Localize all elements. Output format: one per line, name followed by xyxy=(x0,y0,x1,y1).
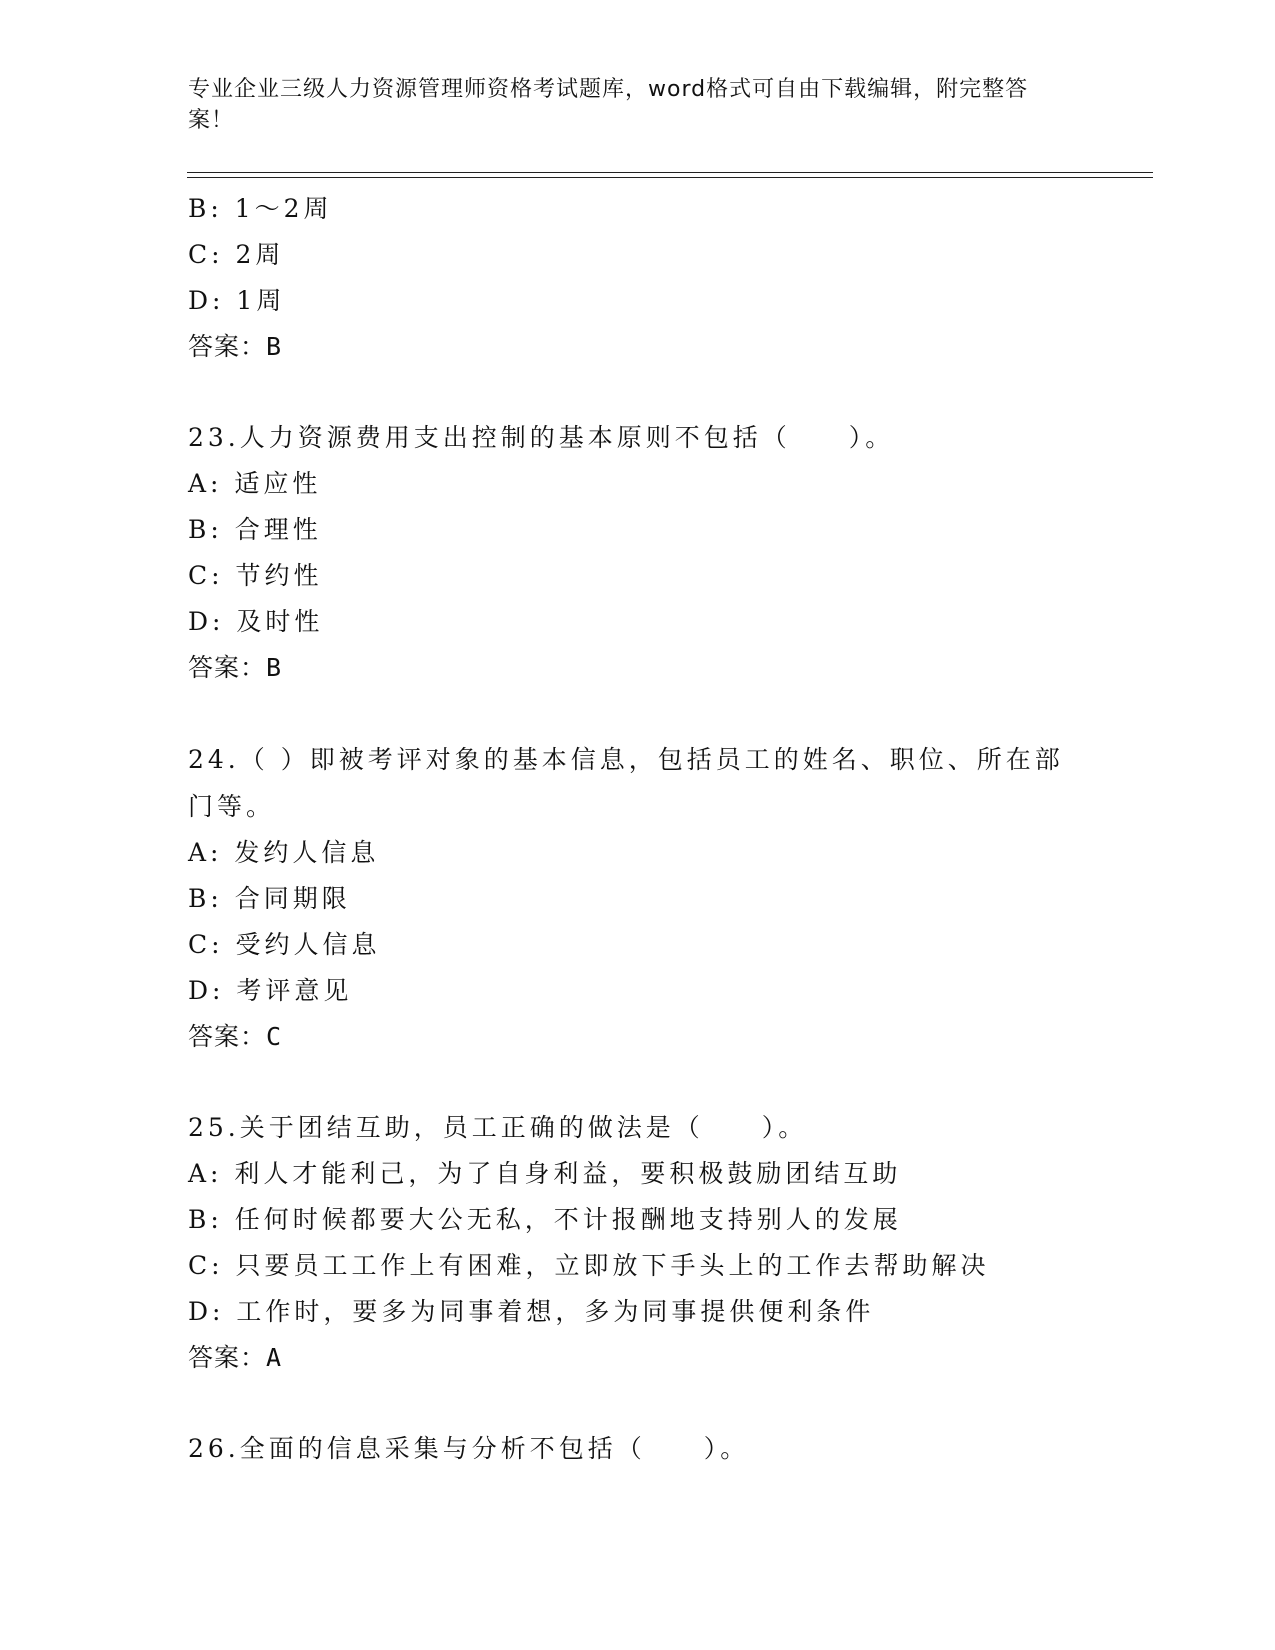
previous-question-tail xyxy=(188,186,1068,370)
option-b: B: 任何时候都要大公无私，不计报酬地支持别人的发展 xyxy=(188,1205,902,1234)
answer: 答案：A xyxy=(188,1343,283,1372)
question-stem: 25.关于团结互助，员工正确的做法是（ ）。 xyxy=(188,1113,808,1142)
header-rule-top xyxy=(187,172,1153,173)
question-25 xyxy=(188,1105,1068,1381)
option-d: D: 工作时，要多为同事着想，多为同事提供便利条件 xyxy=(188,1297,875,1326)
option-d: D: 考评意见 xyxy=(188,976,353,1005)
question-stem: 23.人力资源费用支出控制的基本原则不包括（ ）。 xyxy=(188,423,895,452)
option-c: C: 只要员工工作上有困难，立即放下手头上的工作去帮助解决 xyxy=(188,1251,990,1280)
question-24 xyxy=(188,736,1068,1060)
option-a: A: 发约人信息 xyxy=(188,838,380,867)
answer: 答案：B xyxy=(188,653,283,682)
answer: 答案：B xyxy=(188,332,283,361)
question-stem: 24.（ ）即被考评对象的基本信息，包括员工的姓名、职位、所在部门等。 xyxy=(188,745,1064,821)
question-stem: 26.全面的信息采集与分析不包括（ ）。 xyxy=(188,1434,750,1463)
answer: 答案：C xyxy=(188,1022,283,1051)
option-a: A: 利人才能利己，为了自身利益，要积极鼓励团结互助 xyxy=(188,1159,902,1188)
option-c: C: 受约人信息 xyxy=(188,930,381,959)
option-a: A: 适应性 xyxy=(188,469,322,498)
option-c: C: 节约性 xyxy=(188,561,323,590)
option-b: B: 1～2周 xyxy=(188,194,333,223)
option-c: C: 2周 xyxy=(188,240,285,269)
option-d: D: 及时性 xyxy=(188,607,324,636)
option-d: D: 1周 xyxy=(188,286,286,315)
question-23 xyxy=(188,415,1068,691)
document-header: 专业企业三级人力资源管理师资格考试题库，word格式可自由下载编辑，附完整答案！ xyxy=(188,77,1029,133)
question-26 xyxy=(188,1426,1068,1472)
question-content xyxy=(188,186,1068,1472)
header-rule-bottom xyxy=(187,177,1153,178)
option-b: B: 合理性 xyxy=(188,515,322,544)
option-b: B: 合同期限 xyxy=(188,884,351,913)
